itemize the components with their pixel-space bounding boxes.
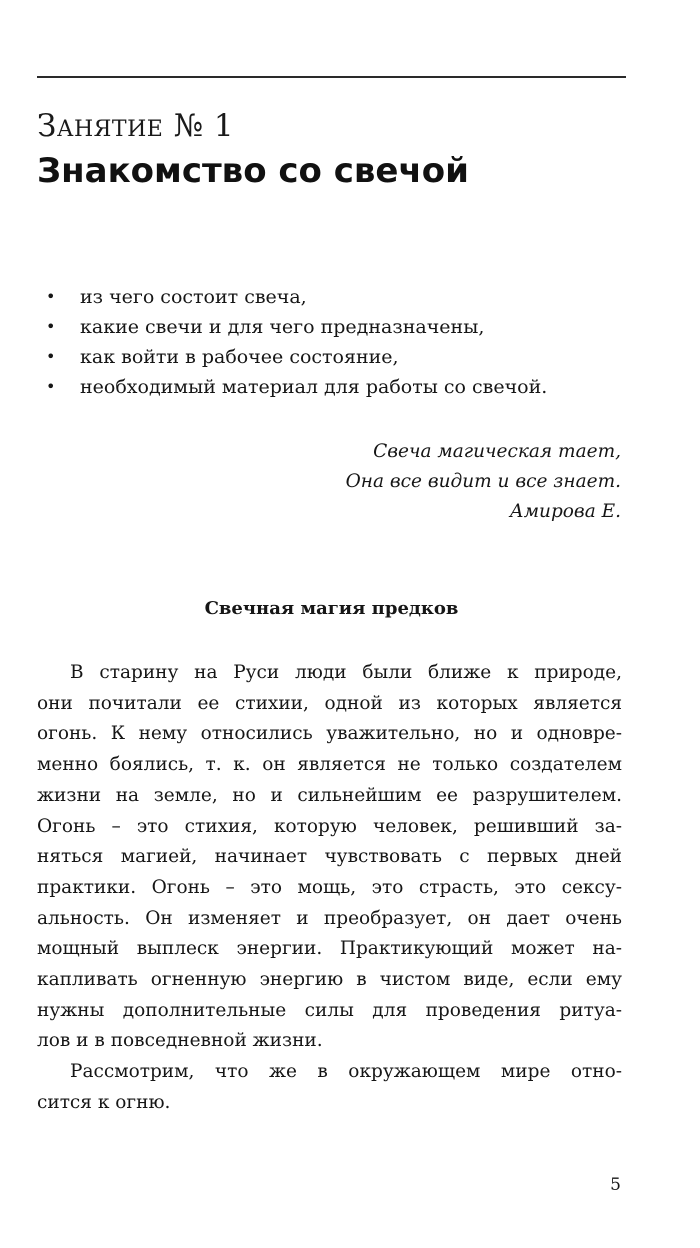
bullet-icon: • [46, 317, 56, 336]
paragraph-line: мощный выплеск энергии. Практикующий может на- [37, 938, 622, 960]
paragraph-line: жизни на земле, но и сильнейшим ее разрушителем. [37, 784, 622, 806]
list-item [37, 342, 547, 372]
topic-text: какие свечи и для чего предназначены, [80, 316, 485, 338]
epigraph-line: Она все видит и все знает. [345, 471, 621, 492]
paragraph-line: практики. Огонь – это мощь, это страсть, это сексу- [37, 876, 622, 898]
topic-text: как войти в рабочее состояние, [80, 346, 399, 368]
epigraph-line: Свеча магическая тает, [373, 441, 621, 462]
topics-list [37, 282, 547, 402]
paragraph-line: альность. Он изменяет и преобразует, он дает очень [37, 907, 622, 929]
paragraph-line: менно боялись, т. к. он является не только создателем [37, 754, 622, 776]
epigraph [346, 437, 621, 527]
list-item [37, 282, 547, 312]
paragraph-line: огонь. К нему относились уважительно, но и одновре- [37, 723, 622, 745]
paragraph-line: капливать огненную энергию в чистом виде, если ему [37, 969, 622, 991]
bullet-icon: • [46, 347, 56, 366]
paragraph-line: сится к огню. [37, 1091, 171, 1113]
paragraph-line: В старину на Руси люди были ближе к природе, [70, 662, 622, 683]
bullet-icon: • [46, 377, 56, 396]
paragraph-line: Огонь – это стихия, которую человек, решивший за- [37, 815, 622, 837]
lesson-number: Занятие № 1 [37, 108, 235, 144]
top-rule-divider [37, 76, 626, 78]
topic-text: из чего состоит свеча, [80, 286, 307, 308]
chapter-title: Знакомство со свечой [37, 151, 469, 191]
paragraph-line: они почитали ее стихии, одной из которых является [37, 692, 622, 714]
page-number: 5 [610, 1175, 621, 1195]
paragraph-line: нужны дополнительные силы для проведения ритуа- [37, 999, 622, 1021]
section-heading: Свечная магия предков [204, 598, 459, 619]
list-item [37, 312, 547, 342]
body-text [37, 658, 622, 1119]
list-item [37, 372, 547, 402]
bullet-icon: • [46, 287, 56, 306]
paragraph-line: Рассмотрим, что же в окружающем мире отно- [70, 1061, 622, 1083]
paragraph-line: лов и в повседневной жизни. [37, 1030, 323, 1052]
paragraph-line: няться магией, начинает чувствовать с первых дней [37, 846, 622, 868]
epigraph-author: Амирова Е. [509, 501, 621, 522]
topic-text: необходимый материал для работы со свечой. [80, 376, 548, 398]
